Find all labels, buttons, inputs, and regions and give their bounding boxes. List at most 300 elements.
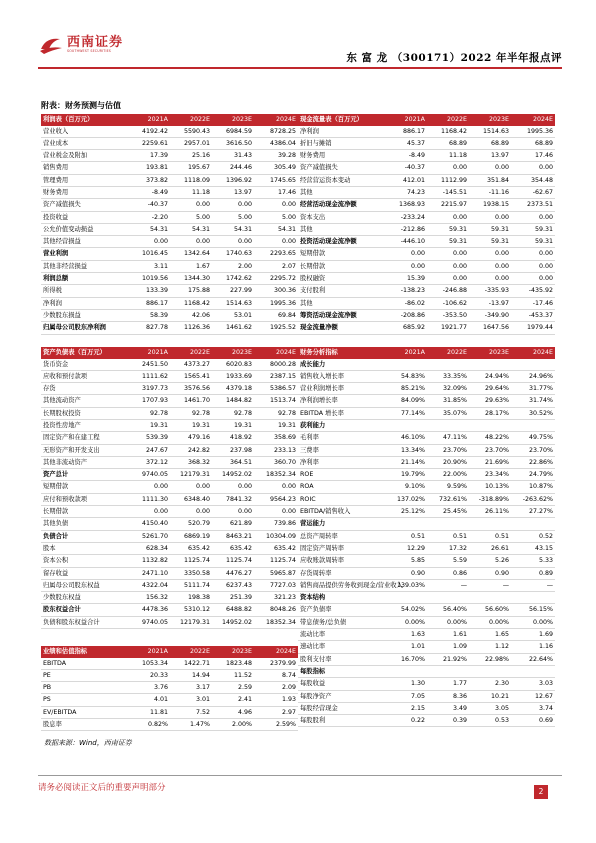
cell-value: 6869.19 [170, 530, 212, 542]
cell-value: -145.51 [427, 186, 469, 198]
cell-value [469, 359, 511, 371]
cell-value: 0.00 [128, 236, 170, 248]
year-column-header: 2023E [212, 646, 254, 658]
cell-value: 31.43 [212, 150, 254, 162]
cell-value: 4476.27 [212, 567, 254, 579]
cell-value: 364.51 [212, 456, 254, 468]
cell-value: 0.00 [511, 248, 555, 260]
cell-value: 3.11 [128, 260, 170, 272]
cell-value: 8.36 [427, 690, 469, 702]
cell-value: 1925.52 [254, 322, 298, 334]
row-label: 每股指标 [298, 665, 385, 677]
table-row [41, 718, 298, 730]
cell-value: 1.63 [385, 629, 427, 641]
row-label: EBITDA [41, 658, 128, 670]
cell-value: 2451.50 [128, 359, 170, 371]
row-label: 销售费用 [41, 162, 128, 174]
cell-value: 3.03 [511, 678, 555, 690]
cell-value: 22.98% [469, 653, 511, 665]
cell-value: 227.99 [212, 285, 254, 297]
cell-value: 1019.56 [128, 273, 170, 285]
table-title: 资产负债表（百万元） [41, 347, 128, 359]
table-row [298, 444, 555, 456]
year-column-header: 2021A [128, 347, 170, 359]
table-row [41, 432, 298, 444]
row-label: 销售收入增长率 [298, 370, 385, 382]
cell-value [469, 518, 511, 530]
cell-value: 12.67 [511, 690, 555, 702]
cell-value: 33.35% [427, 370, 469, 382]
cell-value: 7.52 [170, 706, 212, 718]
cell-value: 3.17 [170, 682, 212, 694]
row-label: 公允价值变动损益 [41, 223, 128, 235]
year-column-header: 2024E [511, 114, 555, 126]
cell-value: 5.26 [469, 555, 511, 567]
cell-value: 49.75% [511, 432, 555, 444]
cell-value: 8000.28 [254, 359, 298, 371]
cell-value: 10.13% [469, 481, 511, 493]
cell-value: 1921.77 [427, 322, 469, 334]
cell-value: 0.00 [128, 506, 170, 518]
cell-value: 0.00 [427, 260, 469, 272]
cell-value: 1461.70 [170, 395, 212, 407]
row-label: 资本支出 [298, 211, 385, 223]
cell-value: 1125.74 [212, 555, 254, 567]
row-label: 其他非流动资产 [41, 456, 128, 468]
cell-value: 5386.57 [254, 383, 298, 395]
brand-name-en: SOUTHWEST SECURITIES [67, 49, 112, 54]
cell-value: 193.81 [128, 162, 170, 174]
table-row [41, 297, 298, 309]
cell-value: 1125.74 [170, 555, 212, 567]
cell-value: 0.00 [511, 162, 555, 174]
cell-value: 1.09 [427, 641, 469, 653]
cell-value: 3.74 [511, 702, 555, 714]
cell-value: 2.41 [212, 694, 254, 706]
cell-value [427, 665, 469, 677]
cell-value: 59.31 [427, 223, 469, 235]
cell-value: 1132.82 [128, 555, 170, 567]
cell-value: 8048.26 [254, 604, 298, 616]
table-row [41, 223, 298, 235]
row-label: 应收账款周转率 [298, 555, 385, 567]
cell-value: 1112.99 [427, 174, 469, 186]
cell-value: 5.00 [212, 211, 254, 223]
cell-value: 373.82 [128, 174, 170, 186]
row-label: EBITDA/销售收入 [298, 506, 385, 518]
cell-value: 9564.23 [254, 493, 298, 505]
cell-value: 29.64% [469, 383, 511, 395]
cell-value: 54.83% [385, 370, 427, 382]
row-label: 股权融资 [298, 273, 385, 285]
cell-value: 4379.18 [212, 383, 254, 395]
year-column-header: 2024E [254, 646, 298, 658]
year-column-header: 2021A [128, 114, 170, 126]
table-row [298, 616, 555, 628]
cell-value: 2293.65 [254, 248, 298, 260]
cell-value: 685.92 [385, 322, 427, 334]
cell-value: 17.32 [427, 542, 469, 554]
table-row [41, 137, 298, 149]
table-row [298, 199, 555, 211]
cell-value: -318.89% [469, 493, 511, 505]
row-label: 毛利率 [298, 432, 385, 444]
table-row [298, 653, 555, 665]
table-row [41, 567, 298, 579]
cell-value: 53.01 [212, 309, 254, 321]
table-row [298, 370, 555, 382]
table-section-row [298, 518, 555, 530]
cell-value: 0.00 [170, 481, 212, 493]
cell-value: 23.70% [469, 444, 511, 456]
cell-value: 0.00% [511, 616, 555, 628]
cell-value: 1.12 [469, 641, 511, 653]
cell-value: 68.89 [427, 137, 469, 149]
cell-value: 0.51 [385, 530, 427, 542]
cell-value: 2373.51 [511, 199, 555, 211]
cell-value: 1.67 [170, 260, 212, 272]
cell-value: 10304.09 [254, 530, 298, 542]
table-row [298, 211, 555, 223]
brand-name-cn: 西南证券 [67, 35, 124, 51]
cell-value: 5261.70 [128, 530, 170, 542]
cell-value: 18352.34 [254, 469, 298, 481]
cell-value: 0.00 [212, 199, 254, 211]
cell-value: 13.97 [469, 150, 511, 162]
cell-value: 13.97 [212, 186, 254, 198]
cell-value: 418.92 [212, 432, 254, 444]
cell-value: 26.11% [469, 506, 511, 518]
cell-value: 2.09 [254, 682, 298, 694]
row-label: 固定资产周转率 [298, 542, 385, 554]
row-label: ROIC [298, 493, 385, 505]
table-row [41, 481, 298, 493]
cell-value: 1647.56 [469, 322, 511, 334]
row-label: 营业利润 [41, 248, 128, 260]
cell-value: 520.79 [170, 518, 212, 530]
table-row [298, 715, 555, 727]
cell-value: 1053.34 [128, 658, 170, 670]
cell-value: 14.94 [170, 669, 212, 681]
section-title: 附表：财务预测与估值 [41, 101, 121, 110]
row-label: ROE [298, 469, 385, 481]
table-row [298, 383, 555, 395]
year-column-header: 2022E [170, 114, 212, 126]
row-label: 营业税金及附加 [41, 150, 128, 162]
cell-value: 1.16 [511, 641, 555, 653]
cell-value: 0.90 [469, 567, 511, 579]
table-row [41, 592, 298, 604]
disclaimer-text: 请务必阅读正文后的重要声明部分 [38, 783, 166, 793]
brand-logo [38, 35, 123, 55]
row-label: 净利润增长率 [298, 395, 385, 407]
table-row [41, 616, 298, 628]
cell-value: 5310.12 [170, 604, 212, 616]
table-row [298, 309, 555, 321]
cell-value: 1422.71 [170, 658, 212, 670]
cell-value: 8.74 [254, 669, 298, 681]
cell-value: 6237.43 [212, 579, 254, 591]
cell-value: -335.93 [469, 285, 511, 297]
row-label: 每股净资产 [298, 690, 385, 702]
row-label: 短期借款 [298, 248, 385, 260]
cell-value: 26.61 [469, 542, 511, 554]
cell-value: -62.67 [511, 186, 555, 198]
cell-value: -8.49 [385, 150, 427, 162]
table-row [298, 236, 555, 248]
cell-value: 2.30 [469, 678, 511, 690]
cell-value: -11.16 [469, 186, 511, 198]
cell-value: 7.05 [385, 690, 427, 702]
table-title: 现金流量表（百万元） [298, 114, 385, 126]
row-label: 净利润 [41, 297, 128, 309]
year-column-header: 2021A [385, 114, 427, 126]
table-row [298, 137, 555, 149]
cell-value: 732.61% [427, 493, 469, 505]
cell-value: 242.82 [170, 444, 212, 456]
row-label: 净利润 [298, 126, 385, 138]
cell-value: 1168.42 [170, 297, 212, 309]
cell-value: 43.15 [511, 542, 555, 554]
balance-sheet-table [41, 347, 298, 629]
cell-value: 1.61 [427, 629, 469, 641]
table-row [41, 383, 298, 395]
year-column-header: 2021A [128, 646, 170, 658]
cell-value: 1.01 [385, 641, 427, 653]
row-label: 少数股东权益 [41, 592, 128, 604]
year-column-header: 2023E [469, 347, 511, 359]
table-row [298, 395, 555, 407]
cell-value: 0.00% [469, 616, 511, 628]
cell-value: 5.33 [511, 555, 555, 567]
row-label: 其他 [298, 223, 385, 235]
cell-value: 4322.04 [128, 579, 170, 591]
cell-value: 3.01 [170, 694, 212, 706]
cell-value: 0.00 [427, 248, 469, 260]
income-statement-table [41, 114, 298, 335]
cell-value [385, 359, 427, 371]
cell-value: 74.23 [385, 186, 427, 198]
cell-value: 3.49 [427, 702, 469, 714]
cell-value: 85.21% [385, 383, 427, 395]
cell-value: 2379.99 [254, 658, 298, 670]
cell-value: 0.00 [385, 260, 427, 272]
year-column-header: 2023E [212, 347, 254, 359]
cell-value: 68.89 [511, 137, 555, 149]
cell-value [511, 665, 555, 677]
cell-value: 3350.58 [170, 567, 212, 579]
valuation-table [41, 646, 298, 731]
cell-value: 2.00 [212, 260, 254, 272]
cell-value: 156.32 [128, 592, 170, 604]
table-row [41, 456, 298, 468]
row-label: 资产总计 [41, 469, 128, 481]
cell-value: 15.39 [385, 273, 427, 285]
cell-value: 92.78 [254, 407, 298, 419]
table-row [41, 444, 298, 456]
cell-value: 0.51 [469, 530, 511, 542]
cell-value: 17.46 [511, 150, 555, 162]
row-label: 所得税 [41, 285, 128, 297]
cell-value: 9740.05 [128, 616, 170, 628]
row-label: 其他 [298, 297, 385, 309]
cell-value [469, 419, 511, 431]
cell-value: -138.23 [385, 285, 427, 297]
cell-value: 1742.62 [212, 273, 254, 285]
cell-value: -435.92 [511, 285, 555, 297]
row-label: 短期借款 [41, 481, 128, 493]
cell-value [427, 359, 469, 371]
cell-value: 139.03% [385, 579, 427, 591]
row-label: 总资产周转率 [298, 530, 385, 542]
cell-value: 9740.05 [128, 469, 170, 481]
row-label: 应付和预收款项 [41, 493, 128, 505]
cell-value [385, 518, 427, 530]
table-section-row [298, 359, 555, 371]
cell-value [427, 518, 469, 530]
table-row [41, 555, 298, 567]
cell-value: 1396.92 [212, 174, 254, 186]
cell-value: 42.06 [170, 309, 212, 321]
cell-value: 11.18 [427, 150, 469, 162]
row-label: 获利能力 [298, 419, 385, 431]
row-label: 营业利润增长率 [298, 383, 385, 395]
cell-value: 5111.74 [170, 579, 212, 591]
row-label: 带息债务/总负债 [298, 616, 385, 628]
cell-value: 11.81 [128, 706, 170, 718]
cell-value: 20.33 [128, 669, 170, 681]
cell-value: 9.59% [427, 481, 469, 493]
cell-value: 8728.25 [254, 126, 298, 138]
cell-value: 4373.27 [170, 359, 212, 371]
cell-value: 54.31 [170, 223, 212, 235]
cell-value: 3576.56 [170, 383, 212, 395]
row-label: 每股收益 [298, 678, 385, 690]
cell-value: 31.74% [511, 395, 555, 407]
data-source-note: 数据来源：Wind，西南证券 [44, 739, 132, 747]
table-row [41, 150, 298, 162]
row-label: 其他经营损益 [41, 236, 128, 248]
cell-value: 45.37 [385, 137, 427, 149]
row-label: 长期股权投资 [41, 407, 128, 419]
cell-value: 92.78 [128, 407, 170, 419]
row-label: 资产负债率 [298, 604, 385, 616]
cell-value: 7841.32 [212, 493, 254, 505]
cell-value: 1514.63 [469, 126, 511, 138]
row-label: 股本 [41, 542, 128, 554]
year-column-header: 2023E [469, 114, 511, 126]
cell-value: 412.01 [385, 174, 427, 186]
cell-value: 46.10% [385, 432, 427, 444]
cell-value: 0.00 [254, 481, 298, 493]
cell-value: 635.42 [212, 542, 254, 554]
cell-value: 3.05 [469, 702, 511, 714]
cell-value: 0.00 [511, 260, 555, 272]
table-row [41, 682, 298, 694]
row-label: 速动比率 [298, 641, 385, 653]
row-label: 负债合计 [41, 530, 128, 542]
row-label: 其他 [298, 186, 385, 198]
table-row [298, 248, 555, 260]
row-label: 少数股东损益 [41, 309, 128, 321]
cell-value: 4478.36 [128, 604, 170, 616]
table-row [298, 641, 555, 653]
table-row [298, 604, 555, 616]
cell-value: 886.17 [385, 126, 427, 138]
cell-value: 1125.74 [254, 555, 298, 567]
table-row [298, 555, 555, 567]
cell-value: 5.85 [385, 555, 427, 567]
cell-value: 31.77% [511, 383, 555, 395]
row-label: 支付股利 [298, 285, 385, 297]
cell-value: 59.31 [469, 223, 511, 235]
valuation-table-header [41, 646, 298, 658]
cell-value: 10.21 [469, 690, 511, 702]
cell-value: 1.47% [170, 718, 212, 730]
cell-value: 5590.43 [170, 126, 212, 138]
table-row [41, 419, 298, 431]
cell-value: 3616.50 [212, 137, 254, 149]
cell-value: -40.37 [385, 162, 427, 174]
cell-value [511, 518, 555, 530]
table-row [298, 186, 555, 198]
cell-value: 351.84 [469, 174, 511, 186]
table-row [41, 542, 298, 554]
cell-value: 233.13 [254, 444, 298, 456]
row-label: 归属母公司股东权益 [41, 579, 128, 591]
cell-value: 1933.69 [212, 370, 254, 382]
row-label: 存货周转率 [298, 567, 385, 579]
cell-value: 0.00% [385, 616, 427, 628]
row-label: PS [41, 694, 128, 706]
cell-value: 1.69 [511, 629, 555, 641]
cell-value: 2.07 [254, 260, 298, 272]
table-row [41, 126, 298, 138]
cell-value [469, 665, 511, 677]
table-section-row [298, 665, 555, 677]
row-label: 其他流动资产 [41, 395, 128, 407]
cell-value: 12179.31 [170, 616, 212, 628]
row-label: 销售商品提供劳务收到现金/营业收入 [298, 579, 385, 591]
table-row [41, 694, 298, 706]
row-label: 股利支付率 [298, 653, 385, 665]
balance-table-header [41, 347, 298, 359]
table-title: 业绩和估值指标 [41, 646, 128, 658]
table-row [41, 493, 298, 505]
cell-value: 1118.09 [170, 174, 212, 186]
row-label: 资产减值损失 [41, 199, 128, 211]
cell-value: -212.86 [385, 223, 427, 235]
table-row [41, 658, 298, 670]
row-label: ROA [298, 481, 385, 493]
cell-value: 0.00 [254, 199, 298, 211]
row-label: 资产减值损失 [298, 162, 385, 174]
table-row [41, 322, 298, 334]
table-row [41, 359, 298, 371]
cell-value: -2.20 [128, 211, 170, 223]
table-row [298, 162, 555, 174]
cell-value: 28.17% [469, 407, 511, 419]
cell-value [511, 419, 555, 431]
table-row [41, 469, 298, 481]
row-label: 其他非经营损益 [41, 260, 128, 272]
table-row [298, 542, 555, 554]
cell-value: 1342.64 [170, 248, 212, 260]
cell-value: 35.07% [427, 407, 469, 419]
cell-value: -86.02 [385, 297, 427, 309]
table-row [298, 690, 555, 702]
year-column-header: 2022E [170, 646, 212, 658]
